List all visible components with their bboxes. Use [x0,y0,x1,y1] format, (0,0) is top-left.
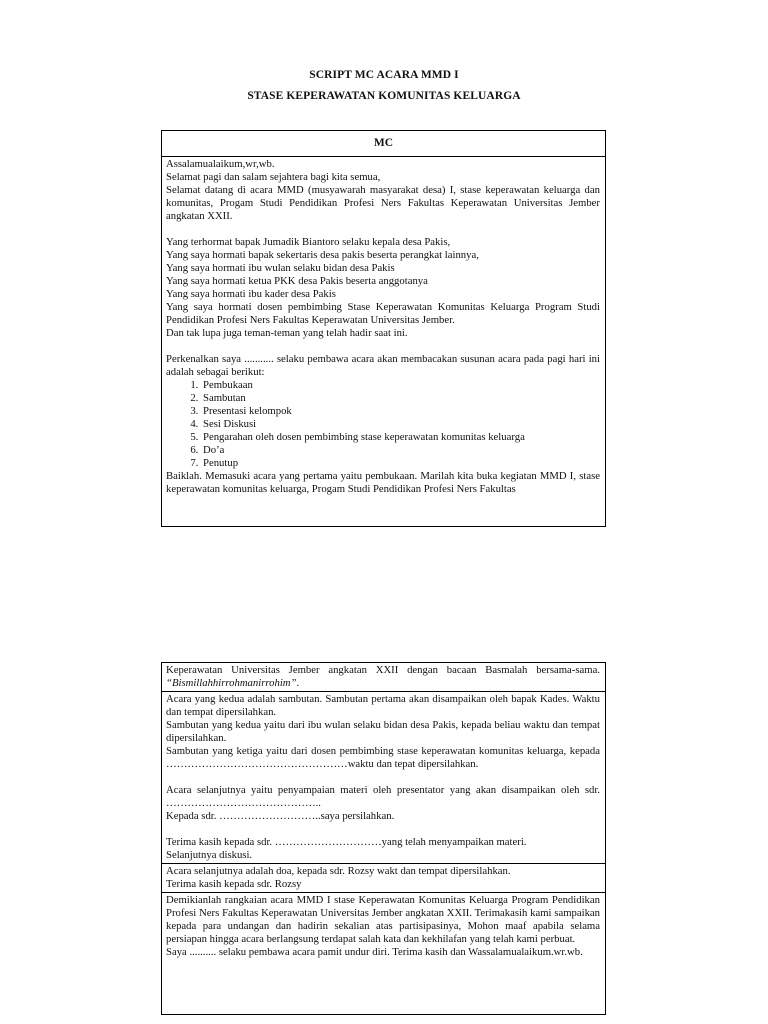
script-line: Acara yang kedua adalah sambutan. Sambutan pertama akan disampaikan oleh bapak Kades. Waktu dan tempat dipersilahkan. [166,693,600,718]
table-row [162,692,605,864]
agenda-item: 2. Sambutan [201,392,600,405]
opening-line: Assalamualaikum,wr,wb. [166,158,275,170]
script-line: Acara selanjutnya adalah doa, kepada sdr. Rozsy wakt dan tempat dipersilahkan. [166,865,511,877]
greeting-line: Yang saya hormati bapak sekertaris desa pakis beserta perangkat lainnya, [166,249,479,261]
greeting-line: Yang saya hormati ibu wulan selaku bidan desa Pakis [166,262,395,274]
script-line: Terima kasih kepada sdr. Rozsy [166,878,302,890]
greeting-line: Yang terhormat bapak Jumadik Biantoro selaku kepala desa Pakis, [166,236,451,248]
quote-end: . [296,677,300,689]
script-line: Terima kasih kepada sdr. …………………………yang telah menyampaikan materi. [166,836,527,848]
agenda-item: 6. Do’a [201,444,600,457]
script-line: Sambutan yang ketiga yaitu dari dosen pembimbing stase keperawatan komunitas keluarga, kepada ……………………………………………waktu dan tepat dipersilahkan. [166,745,600,770]
script-line: Demikianlah rangkaian acara MMD I stase Keperawatan Komunitas Keluarga Program Pendidikan Profesi Ners Fakultas Keperawatan Universitas Jember angkatan XXII. Terimakasih kami sampaikan kepada para undangan dan hadirin sekalian atas partisipasinya, Mohon maaf apabila selama persiapan hingga acara berlangsung terdapat salah kata dan kekhilafan yang telah kami perbuat. [166,894,600,945]
script-table-page1 [161,130,606,527]
opening-line: Selamat datang di acara MMD (musyawarah masyarakat desa) I, stase keperawatan keluarga dan komunitas, Progam Studi Pendidikan Profesi Ners Fakultas Keperawatan Universitas Jember angkatan XXII. [166,184,600,222]
agenda-item: 5. Pengarahan oleh dosen pembimbing stase keperawatan komunitas keluarga [201,431,600,444]
agenda-item: 4. Sesi Diskusi [201,418,600,431]
agenda-item: 1. Pembukaan [201,379,600,392]
script-line: Selanjutnya diskusi. [166,849,253,861]
table-row [162,864,605,893]
greeting-line: Yang saya hormati ibu kader desa Pakis [166,288,336,300]
script-line: Kepada sdr. ………………………..saya persilahkan. [166,810,395,822]
table-row [162,663,605,692]
greeting-line: Yang saya hormati ketua PKK desa Pakis beserta anggotanya [166,275,428,287]
agenda-list [166,379,600,470]
continued-text: Keperawatan Universitas Jember angkatan XXII dengan bacaan Basmalah bersama-sama. [166,664,600,676]
table-row [162,893,605,960]
intro-paragraph: Perkenalkan saya ........... selaku pembawa acara akan membacakan susunan acara pada pagi hari ini adalah sebagai berikut: [166,353,600,378]
closing-fragment: Baiklah. Memasuki acara yang pertama yaitu pembukaan. Marilah kita buka kegiatan MMD I, stase keperawatan komunitas keluarga, Progam Studi Pendidikan Profesi Ners Fakultas [166,470,600,495]
opening-line: Selamat pagi dan salam sejahtera bagi kita semua, [166,171,381,183]
script-line: Saya .......... selaku pembawa acara pamit undur diri. Terima kasih dan Wassalamualaikum.wr.wb. [166,946,583,958]
script-table-page2 [161,662,606,1015]
agenda-item: 3. Presentasi kelompok [201,405,600,418]
column-header-mc: MC [162,131,605,157]
script-line: Acara selanjutnya yaitu penyampaian materi oleh presentator yang akan disampaikan oleh sdr. …………………………………….. [166,784,600,809]
document-title: SCRIPT MC ACARA MMD I [309,69,459,81]
basmalah-quote: “Bismillahhirrohmanirrohim” [166,677,297,689]
document-subtitle: STASE KEPERAWATAN KOMUNITAS KELUARGA [247,90,521,102]
basmalah-paragraph [166,664,600,690]
greeting-line: Yang saya hormati dosen pembimbing Stase Keperawatan Komunitas Keluarga Program Studi Pendidikan Profesi Ners Fakultas Keperawatan Universitas Jember. [166,301,600,326]
script-line: Sambutan yang kedua yaitu dari ibu wulan selaku bidan desa Pakis, kepada beliau waktu dan tempat dipersilahkan. [166,719,600,744]
script-cell [162,157,605,496]
agenda-item: 7. Penutup [201,457,600,470]
greeting-line: Dan tak lupa juga teman-teman yang telah hadir saat ini. [166,327,408,339]
